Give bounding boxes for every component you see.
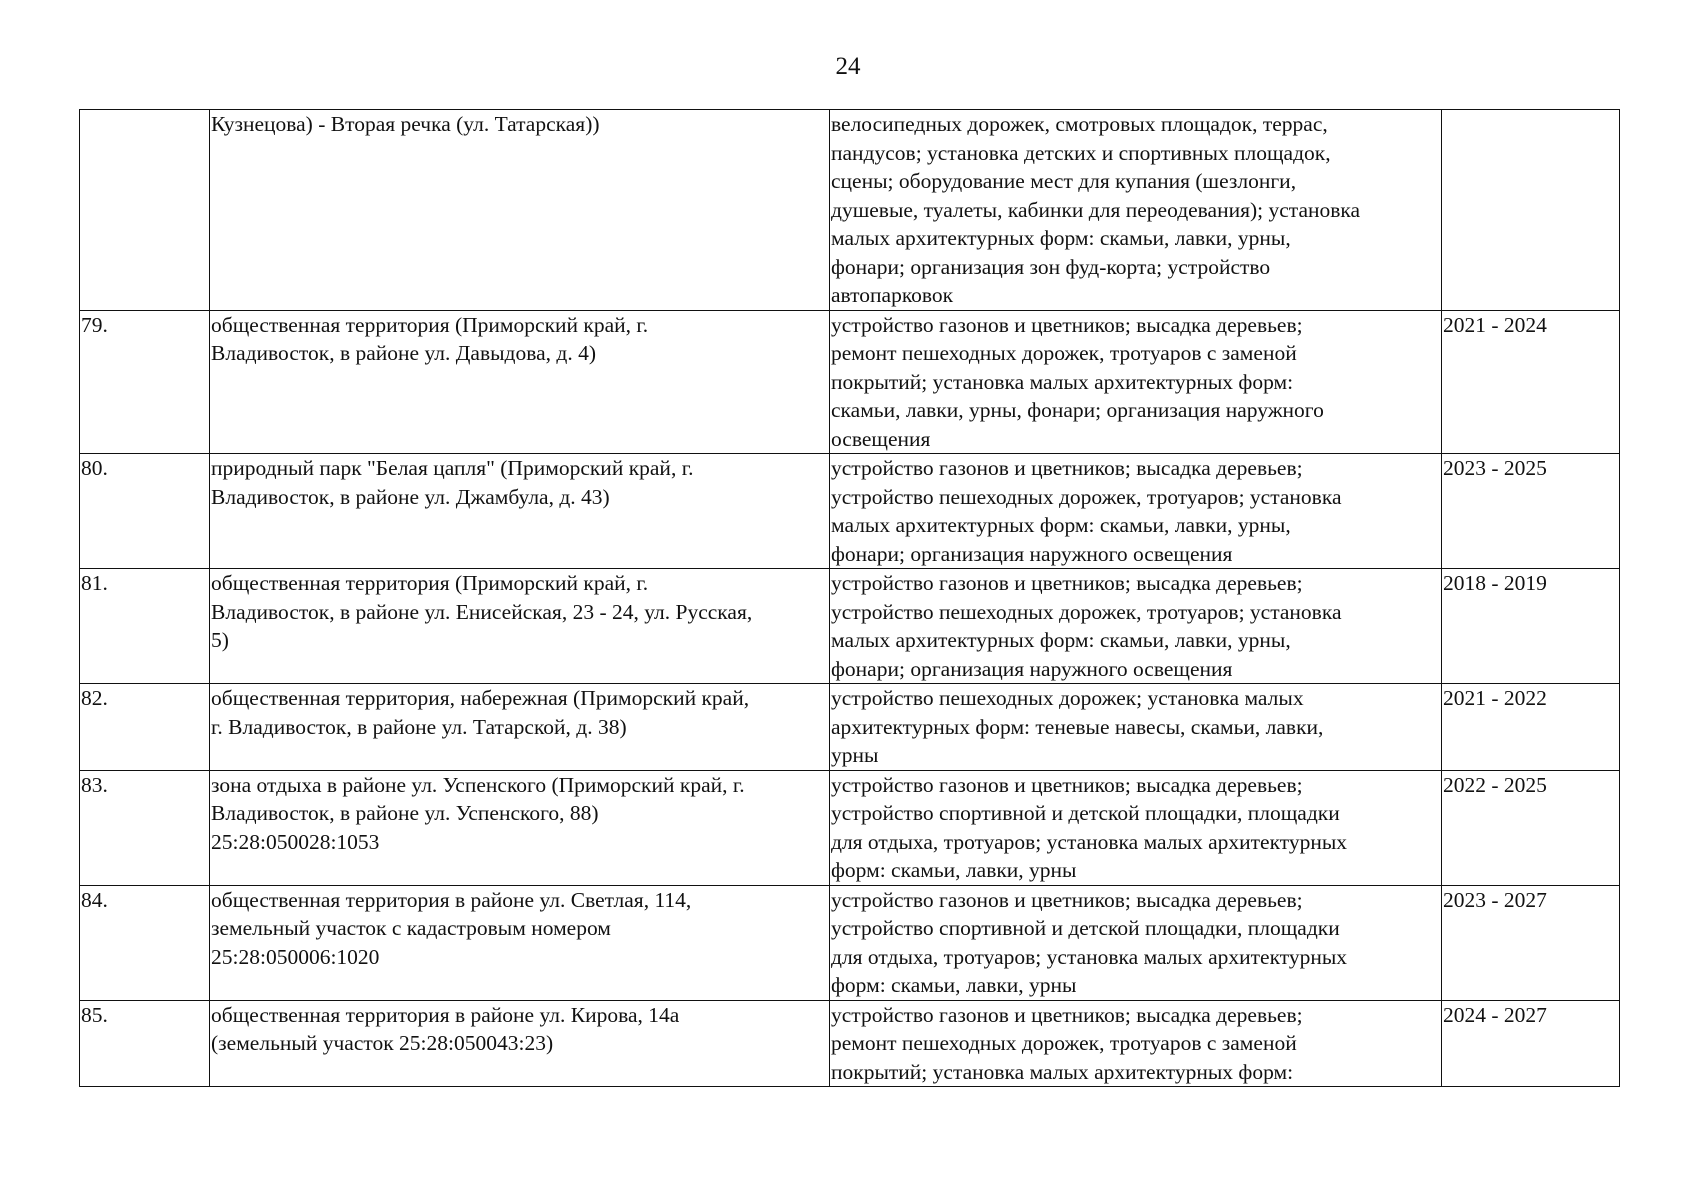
table-row [80, 454, 1620, 569]
row-number: 84. [81, 887, 108, 912]
table-row [80, 684, 1620, 771]
row-number: 82. [81, 686, 108, 710]
territory-name: общественная территория, набережная (Приморский край, г. Владивосток, в районе ул. Татарской, д. 38) [211, 686, 750, 739]
territory-name: зона отдыха в районе ул. Успенского (Приморский край, г. Владивосток, в районе ул. Успенского, 88) 25:28:050028:1053 [211, 772, 745, 854]
territory-name: общественная территория (Приморский край, г. Владивосток, в районе ул. Давыдова, д. 4) [211, 312, 649, 365]
row-number-cell [80, 110, 210, 311]
territory-name: общественная территория (Приморский край, г. Владивосток, в районе ул. Енисейская, 23 - 24, ул. Русская, 5) [211, 571, 753, 652]
row-number: 81. [81, 571, 108, 595]
territory-name: общественная территория в районе ул. Светлая, 114, земельный участок с кадастровым номером 25:28:050006:1020 [211, 887, 692, 969]
table-row [80, 569, 1620, 684]
works-cell [830, 770, 1442, 885]
territory-name-cell [210, 569, 830, 684]
table-row [80, 885, 1620, 1000]
table-row [80, 1000, 1620, 1087]
table-row [80, 110, 1620, 311]
territories-table [79, 109, 1620, 1087]
period-cell [1442, 310, 1620, 454]
period-cell [1442, 1000, 1620, 1087]
row-number: 85. [81, 1002, 108, 1027]
territory-name-cell [210, 684, 830, 771]
period: 2021 - 2024 [1443, 312, 1547, 337]
territory-name: Кузнецова) - Вторая речка (ул. Татарская)) [211, 112, 600, 136]
territory-name-cell [210, 110, 830, 311]
works-cell [830, 454, 1442, 569]
row-number-cell [80, 569, 210, 684]
period: 2023 - 2025 [1443, 456, 1547, 480]
territory-name-cell [210, 770, 830, 885]
row-number: 79. [81, 312, 108, 337]
period: 2024 - 2027 [1443, 1002, 1547, 1027]
works-cell [830, 885, 1442, 1000]
period: 2023 - 2027 [1443, 887, 1547, 912]
row-number: 80. [81, 456, 108, 480]
territory-name-cell [210, 885, 830, 1000]
works-description: устройство газонов и цветников; высадка деревьев; устройство спортивной и детской площадки, площадки для отдыха, тротуаров; установка малых архитектурных форм: скамьи, лавки, урны [831, 772, 1348, 882]
works-description: устройство газонов и цветников; высадка деревьев; устройство пешеходных дорожек, тротуаров; установка малых архитектурных форм: скамьи, лавки, урны, фонари; организация наружного освещения [831, 456, 1342, 566]
table-row [80, 310, 1620, 454]
row-number: 83. [81, 772, 108, 797]
row-number-cell [80, 310, 210, 454]
works-cell [830, 684, 1442, 771]
row-number-cell [80, 1000, 210, 1087]
period-cell [1442, 454, 1620, 569]
page-number: 24 [835, 53, 861, 80]
period: 2018 - 2019 [1443, 571, 1547, 595]
territory-name-cell [210, 310, 830, 454]
territory-name: природный парк "Белая цапля" (Приморский край, г. Владивосток, в районе ул. Джамбула, д. 43) [211, 456, 694, 509]
period-cell [1442, 110, 1620, 311]
works-cell [830, 310, 1442, 454]
works-cell [830, 1000, 1442, 1087]
works-cell [830, 569, 1442, 684]
row-number-cell [80, 454, 210, 569]
works-description: велосипедных дорожек, смотровых площадок, террас, пандусов; установка детских и спортивных площадок, сцены; оборудование мест для купания (шезлонги, душевые, туалеты, кабинки для переодевания); установка малых архитектурных форм: скамьи, лавки, урны, фонари; организация зон фуд-корта; устройство автопарковок [831, 112, 1361, 307]
works-description: устройство газонов и цветников; высадка деревьев; ремонт пешеходных дорожек, тротуаров с заменой покрытий; установка малых архитектурных форм: [831, 1002, 1303, 1084]
period: 2021 - 2022 [1443, 686, 1547, 710]
period: 2022 - 2025 [1443, 772, 1547, 797]
row-number-cell [80, 885, 210, 1000]
works-description: устройство газонов и цветников; высадка деревьев; ремонт пешеходных дорожек, тротуаров с заменой покрытий; установка малых архитектурных форм: скамьи, лавки, урны, фонари; организация наружного освещения [831, 312, 1324, 451]
period-cell [1442, 885, 1620, 1000]
row-number-cell [80, 684, 210, 771]
works-cell [830, 110, 1442, 311]
period-cell [1442, 684, 1620, 771]
works-description: устройство газонов и цветников; высадка деревьев; устройство спортивной и детской площадки, площадки для отдыха, тротуаров; установка малых архитектурных форм: скамьи, лавки, урны [831, 887, 1348, 997]
territory-name-cell [210, 1000, 830, 1087]
table-row [80, 770, 1620, 885]
period-cell [1442, 770, 1620, 885]
period-cell [1442, 569, 1620, 684]
works-description: устройство пешеходных дорожек; установка малых архитектурных форм: теневые навесы, скамьи, лавки, урны [831, 686, 1324, 767]
works-description: устройство газонов и цветников; высадка деревьев; устройство пешеходных дорожек, тротуаров; установка малых архитектурных форм: скамьи, лавки, урны, фонари; организация наружного освещения [831, 571, 1342, 681]
territory-name-cell [210, 454, 830, 569]
territory-name: общественная территория в районе ул. Кирова, 14а (земельный участок 25:28:050043:23) [211, 1002, 680, 1055]
row-number-cell [80, 770, 210, 885]
